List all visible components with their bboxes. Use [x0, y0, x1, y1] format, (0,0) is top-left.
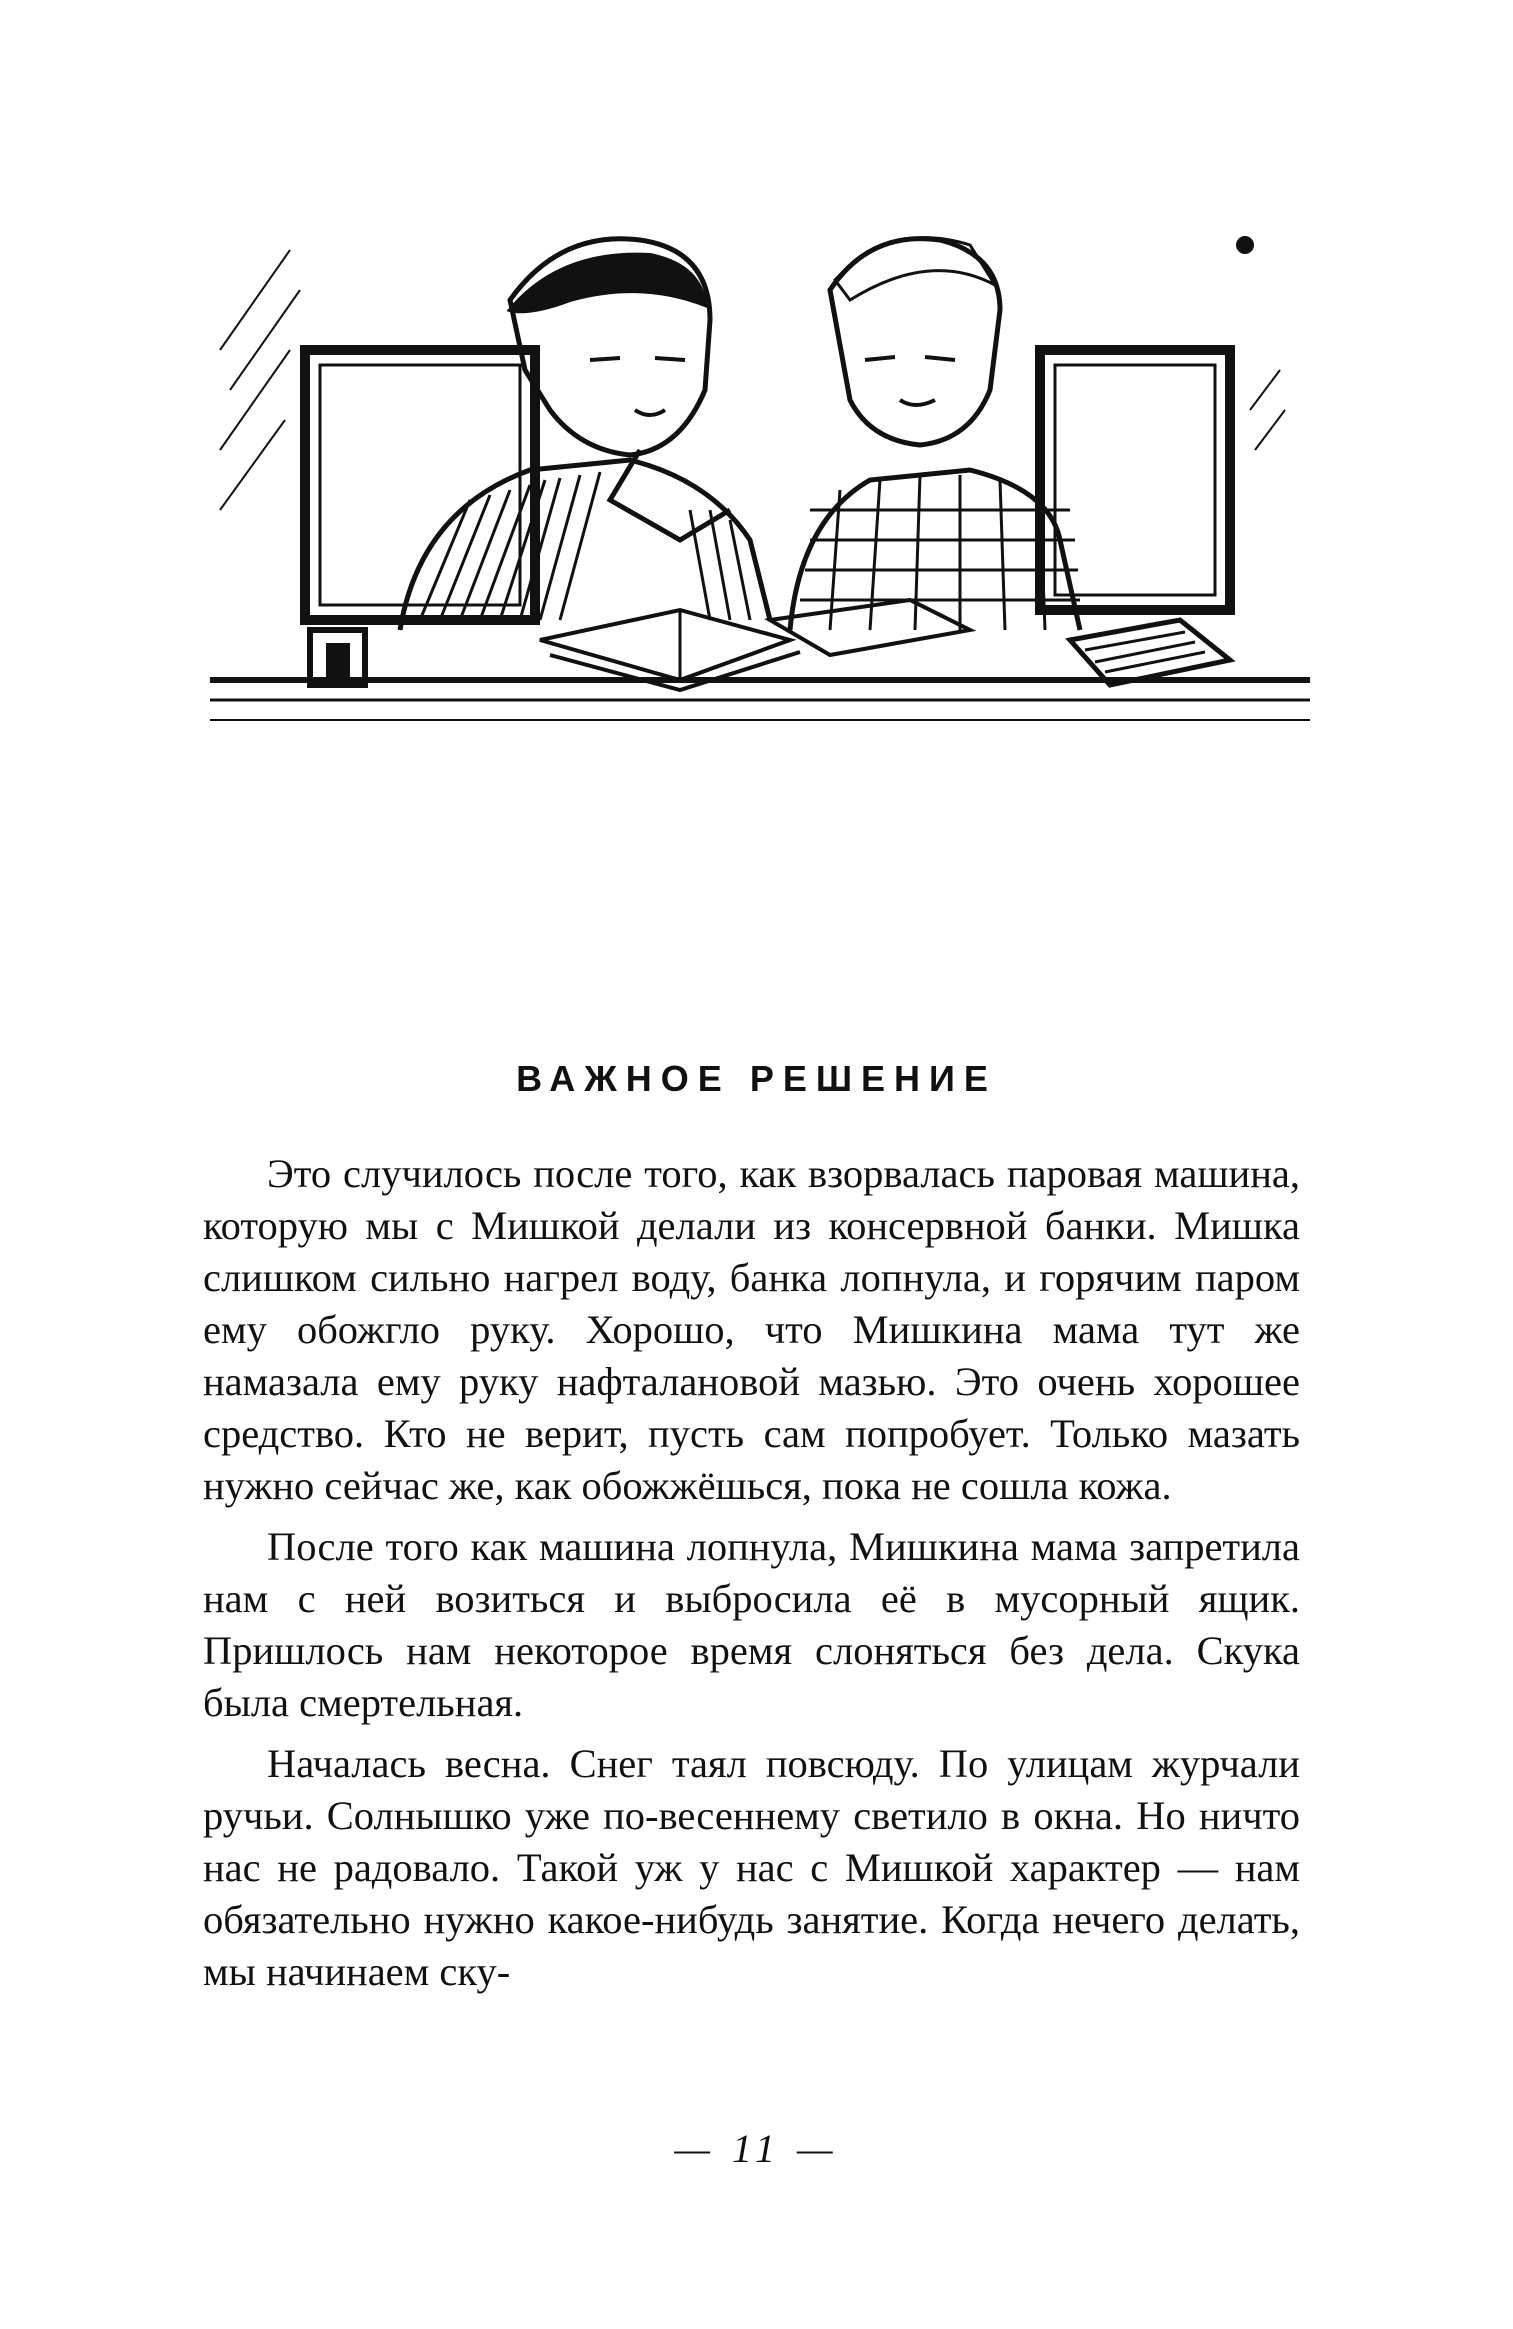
two-boys-at-desk-icon: [210, 210, 1310, 740]
chapter-title: ВАЖНОЕ РЕШЕНИЕ: [516, 1058, 997, 1099]
paragraph: Это случилось после того, как взорвалась паровая машина, которую мы с Мишкой делали из консервной банки. Мишка слишком сильно нагрел воду, банка лопнула, и горячим паром ему обожгло руку. Хорошо, что Мишкина мама тут же намазала ему руку нафталановой мазью. Это очень хорошее средство. Кто не верит, пусть сам попробует. Только мазать нужно сейчас же, как обожжёшься, пока не сошла кожа.: [203, 1151, 1300, 1508]
body-text: [203, 1148, 1300, 2007]
page-number: — 11 —: [674, 2126, 839, 2171]
chapter-illustration: [210, 210, 1310, 740]
paragraph: Началась весна. Снег таял повсюду. По улицам журчали ручьи. Солнышко уже по-весеннему светило в окна. Но ничто нас не радовало. Такой уж у нас с Мишкой характер — нам обязательно нужно какое-нибудь занятие. Когда нечего делать, мы начинаем ску-: [203, 1741, 1300, 1994]
paragraph: После того как машина лопнула, Мишкина мама запретила нам с ней возиться и выбросила её в мусорный ящик. Пришлось нам некоторое время слоняться без дела. Скука была смертельная.: [203, 1524, 1300, 1725]
